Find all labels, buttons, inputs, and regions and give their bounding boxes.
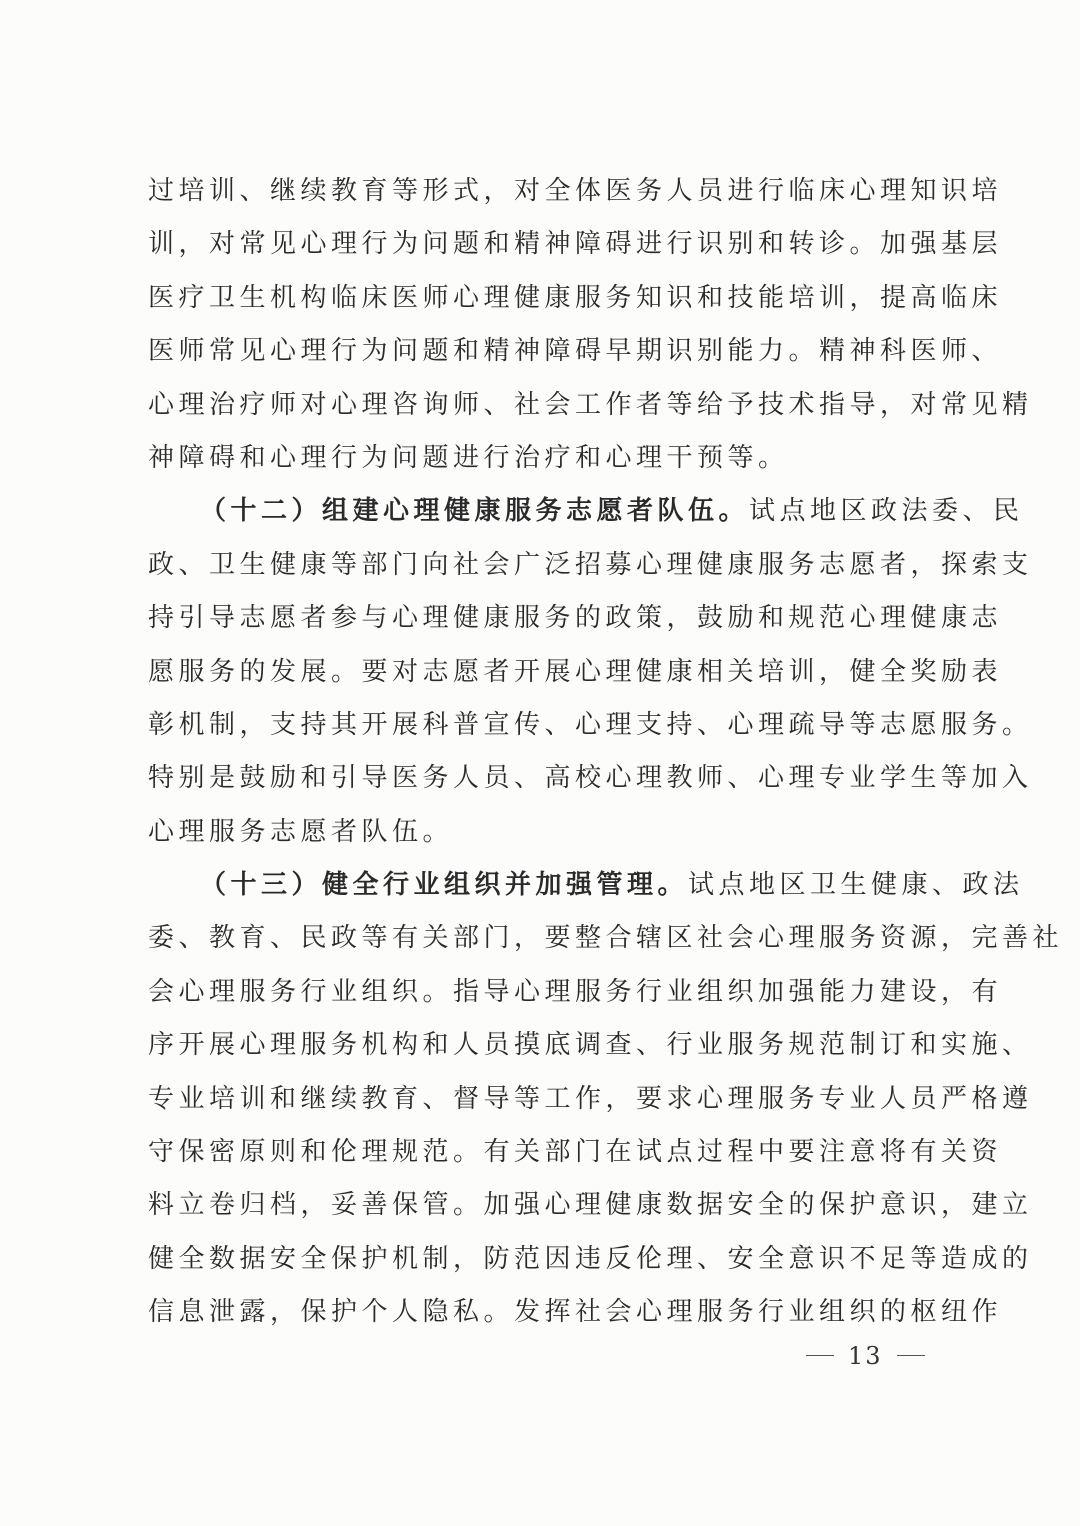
footer-dash-left (806, 1355, 834, 1356)
text-line: 愿服务的发展。要对志愿者开展心理健康相关培训，健全奖励表 (148, 656, 1003, 687)
text-line: 心理治疗师对心理咨询师、社会工作者等给予技术指导，对常见精 (148, 389, 1033, 420)
text-line: 神障碍和心理行为问题进行治疗和心理干预等。 (148, 442, 789, 473)
text-line: 政、卫生健康等部门向社会广泛招募心理健康服务志愿者，探索支 (148, 549, 1033, 580)
text-line: 过培训、继续教育等形式，对全体医务人员进行临床心理知识培 (148, 176, 1003, 206)
text-line: 序开展心理服务机构和人员摸底调查、行业服务规范制订和实施、 (148, 1030, 1033, 1061)
text-line: 持引导志愿者参与心理健康服务的政策，鼓励和规范心理健康志 (148, 603, 1003, 634)
text-line: 守保密原则和伦理规范。有关部门在试点过程中要注意将有关资 (148, 1137, 1003, 1168)
text-line: 料立卷归档，妥善保管。加强心理健康数据安全的保护意识，建立 (148, 1190, 1033, 1221)
text-line: 彰机制，支持其开展科普宣传、心理支持、心理疏导等志愿服务。 (148, 709, 1033, 740)
section-12-heading: （十二）组建心理健康服务志愿者队伍。 (200, 496, 750, 527)
text-line: 训，对常见心理行为问题和精神障碍进行识别和转诊。加强基层 (148, 229, 1003, 260)
section-13-first-rest: 试点地区卫生健康、政法 (688, 870, 1024, 901)
body-text (148, 165, 1064, 1340)
footer-dash-right (897, 1355, 925, 1356)
text-line: 委、教育、民政等有关部门，要整合辖区社会心理服务资源，完善社 (148, 923, 1064, 954)
page-number: 13 (848, 1342, 883, 1370)
section-12-first-rest: 试点地区政法委、民 (749, 496, 1024, 527)
text-line: 专业培训和继续教育、督导等工作，要求心理服务专业人员严格遵 (148, 1083, 1033, 1114)
section-12-first-line (148, 485, 1024, 538)
text-line: 健全数据安全保护机制，防范因违反伦理、安全意识不足等造成的 (148, 1243, 1033, 1274)
section-13-heading: （十三）健全行业组织并加强管理。 (200, 870, 689, 901)
text-line: 医疗卫生机构临床医师心理健康服务知识和技能培训，提高临床 (148, 282, 1003, 313)
text-line: 心理服务志愿者队伍。 (148, 816, 454, 847)
page-footer (806, 1342, 946, 1370)
text-line: 特别是鼓励和引导医务人员、高校心理教师、心理专业学生等加入 (148, 763, 1033, 794)
text-line: 信息泄露，保护个人隐私。发挥社会心理服务行业组织的枢纽作 (148, 1297, 1003, 1328)
section-13-first-line (148, 859, 1024, 912)
text-line: 会心理服务行业组织。指导心理服务行业组织加强能力建设，有 (148, 976, 1003, 1007)
text-line: 医师常见心理行为问题和精神障碍早期识别能力。精神科医师、 (148, 336, 1003, 367)
